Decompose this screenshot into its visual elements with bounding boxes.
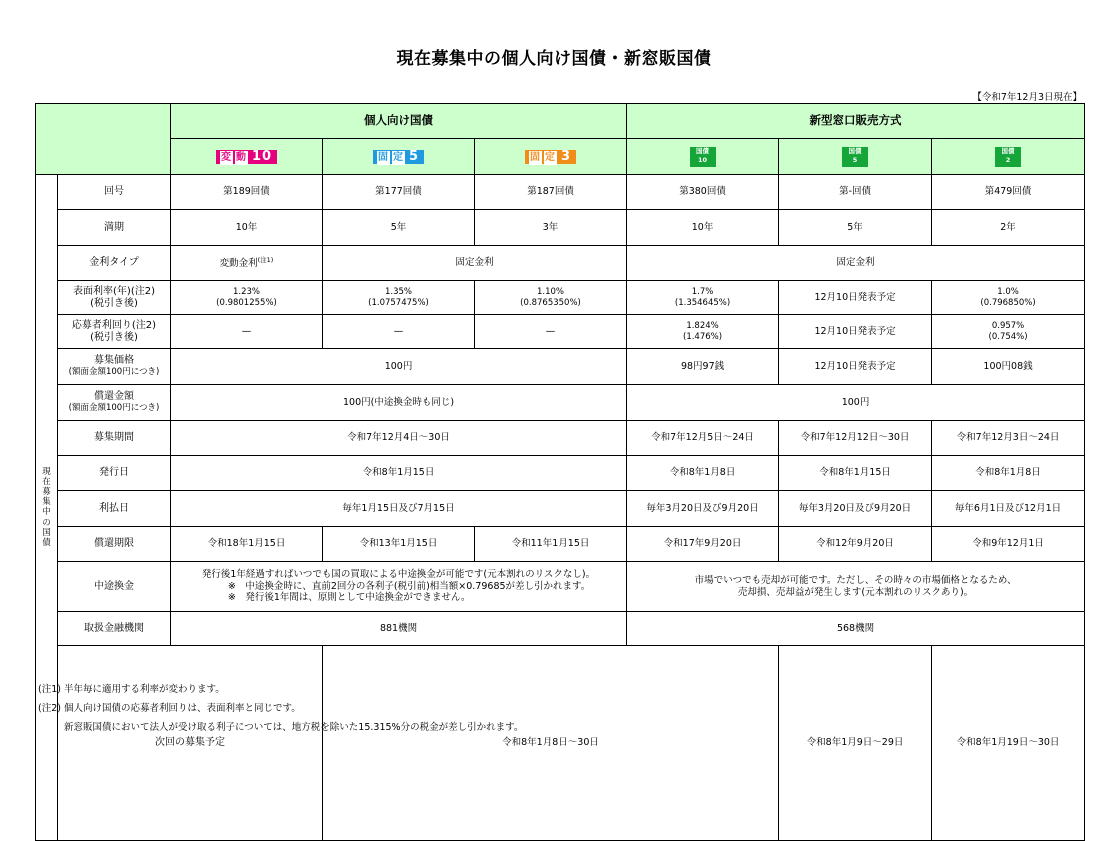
table-row — [36, 281, 1085, 315]
cell: 第187回債 — [475, 175, 627, 210]
cell: 発行後1年経過すればいつでも国の買取による中途換金が可能です(元本割れのリスクなし)。 ※ 中途換金時に、直前2回分の各利子(税引前)相当額×0.79685が差し引かれます。 ※ 発行後1年間は、原則として中途換金ができません。 — [171, 562, 627, 612]
logo-cell-mado2 — [932, 139, 1085, 175]
cell: 令和7年12月12日～30日 — [779, 421, 932, 456]
cell: 1.35% (1.0757475%) — [323, 281, 475, 315]
cell: 令和9年12月1日 — [932, 527, 1085, 562]
cell: 第479回債 — [932, 175, 1085, 210]
page-title: 現在募集中の個人向け国債・新窓販国債 — [396, 49, 712, 69]
cell: — — [323, 315, 475, 349]
row-label-shokan-kigen: 償還期限 — [58, 527, 171, 562]
mado10-logo-icon: 国債 10 — [690, 147, 716, 167]
row-label-kinri-type: 金利タイプ — [58, 246, 171, 281]
cell: 令和7年12月3日～24日 — [932, 421, 1085, 456]
cell: 変動金利$^{(注1)}$ — [171, 246, 323, 281]
cell: 1.7% (1.354645%) — [627, 281, 779, 315]
cell: 令和7年12月5日～24日 — [627, 421, 779, 456]
table-row — [36, 646, 1085, 841]
cell: 第189回債 — [171, 175, 323, 210]
logo-cell-mado5 — [779, 139, 932, 175]
cell: 毎年6月1日及び12月1日 — [932, 491, 1085, 527]
table-row — [36, 246, 1085, 281]
logo-cell-hendo10 — [171, 139, 323, 175]
row-label-hakkobi: 発行日 — [58, 456, 171, 491]
cell: 1.10% (0.8765350%) — [475, 281, 627, 315]
cell: 12月10日発表予定 — [779, 349, 932, 385]
table-row — [36, 315, 1085, 349]
cell: 568機関 — [627, 612, 1085, 646]
logo-cell-kotei3 — [475, 139, 627, 175]
group-header-shingata: 新型窓口販売方式 — [627, 104, 1085, 139]
cell: 1.0% (0.796850%) — [932, 281, 1085, 315]
cell: 毎年1月15日及び7月15日 — [171, 491, 627, 527]
table-row — [36, 527, 1085, 562]
table-row — [36, 562, 1085, 612]
mado5-logo-icon: 国債 5 — [842, 147, 868, 167]
row-label-boshu-kakaku: 募集価格 (額面金額100円につき) — [58, 349, 171, 385]
header-corner — [36, 104, 171, 175]
cell: 令和8年1月8日 — [932, 456, 1085, 491]
row-label-jikai: 次回の募集予定 — [58, 646, 323, 841]
cell: 1.23% (0.9801255%) — [171, 281, 323, 315]
cell: — — [475, 315, 627, 349]
cell: 1.824% (1.476%) — [627, 315, 779, 349]
cell: 0.957% (0.754%) — [932, 315, 1085, 349]
table-row — [36, 385, 1085, 421]
cell: — — [171, 315, 323, 349]
cell: 令和8年1月9日～29日 — [779, 646, 932, 841]
table-row — [36, 456, 1085, 491]
row-label-manki: 満期 — [58, 210, 171, 246]
cell: 固定金利 — [323, 246, 627, 281]
cell: 12月10日発表予定 — [779, 315, 932, 349]
row-label-riharai: 利払日 — [58, 491, 171, 527]
footnote-2: (注2) 個人向け国債の応募者利回りは、表面利率と同じです。 — [38, 703, 301, 714]
cell: 令和8年1月15日 — [779, 456, 932, 491]
cell: 5年 — [779, 210, 932, 246]
cell: 令和8年1月19日～30日 — [932, 646, 1085, 841]
cell: 100円 — [627, 385, 1085, 421]
footnote-1: (注1) 半年毎に適用する利率が変わります。 — [38, 684, 225, 695]
cell: 令和13年1月15日 — [323, 527, 475, 562]
row-label-hyomen: 表面利率(年)(注2) (税引き後) — [58, 281, 171, 315]
cell: 100円(中途換金時も同じ) — [171, 385, 627, 421]
row-label-toriatsukai: 取扱金融機関 — [58, 612, 171, 646]
row-label-chuto: 中途換金 — [58, 562, 171, 612]
cell: 令和17年9月20日 — [627, 527, 779, 562]
hendo10-logo-icon: 変 動 10 — [216, 150, 277, 164]
cell: 100円08銭 — [932, 349, 1085, 385]
kotei3-logo-icon: 固 定 3 — [525, 150, 576, 164]
table-row — [36, 175, 1085, 210]
cell: 881機関 — [171, 612, 627, 646]
cell: 令和7年12月4日～30日 — [171, 421, 627, 456]
table-row — [36, 349, 1085, 385]
group-header-kojin: 個人向け国債 — [171, 104, 627, 139]
logo-cell-mado10 — [627, 139, 779, 175]
kotei5-logo-icon: 固 定 5 — [373, 150, 424, 164]
cell: 10年 — [171, 210, 323, 246]
row-label-shokan-kingaku: 償還金額 (額面金額100円につき) — [58, 385, 171, 421]
table-row — [36, 210, 1085, 246]
table-row — [36, 491, 1085, 527]
as-of-date: 【令和7年12月3日現在】 — [972, 92, 1082, 103]
cell: 毎年3月20日及び9月20日 — [627, 491, 779, 527]
cell: 市場でいつでも売却が可能です。ただし、その時々の市場価格となるため、 売却損、売却益が発生します(元本割れのリスクあり)。 — [627, 562, 1085, 612]
row-label-kaigo: 回号 — [58, 175, 171, 210]
cell: 5年 — [323, 210, 475, 246]
cell: 令和12年9月20日 — [779, 527, 932, 562]
cell: 第380回債 — [627, 175, 779, 210]
cell: 令和8年1月8日 — [627, 456, 779, 491]
cell: 12月10日発表予定 — [779, 281, 932, 315]
footnote-3: 新窓販国債において法人が受け取る利子については、地方税を除いた15.315%分の税金が差し引かれます。 — [64, 722, 524, 733]
cell: 第177回債 — [323, 175, 475, 210]
cell: 2年 — [932, 210, 1085, 246]
footnotes — [38, 683, 523, 740]
cell: 令和11年1月15日 — [475, 527, 627, 562]
cell: 3年 — [475, 210, 627, 246]
side-label: 現 在 募 集 中 の 国 債 — [36, 175, 58, 841]
cell: 98円97銭 — [627, 349, 779, 385]
cell: 100円 — [171, 349, 627, 385]
cell: 令和18年1月15日 — [171, 527, 323, 562]
table-row — [36, 421, 1085, 456]
mado2-logo-icon: 国債 2 — [995, 147, 1021, 167]
cell: 第-回債 — [779, 175, 932, 210]
logo-cell-kotei5 — [323, 139, 475, 175]
cell: 令和8年1月8日～30日 — [323, 646, 779, 841]
row-label-oubo: 応募者利回り(注2) (税引き後) — [58, 315, 171, 349]
table-row — [36, 612, 1085, 646]
cell: 10年 — [627, 210, 779, 246]
row-label-boshu-kikan: 募集期間 — [58, 421, 171, 456]
cell: 令和8年1月15日 — [171, 456, 627, 491]
cell: 毎年3月20日及び9月20日 — [779, 491, 932, 527]
cell: 固定金利 — [627, 246, 1085, 281]
